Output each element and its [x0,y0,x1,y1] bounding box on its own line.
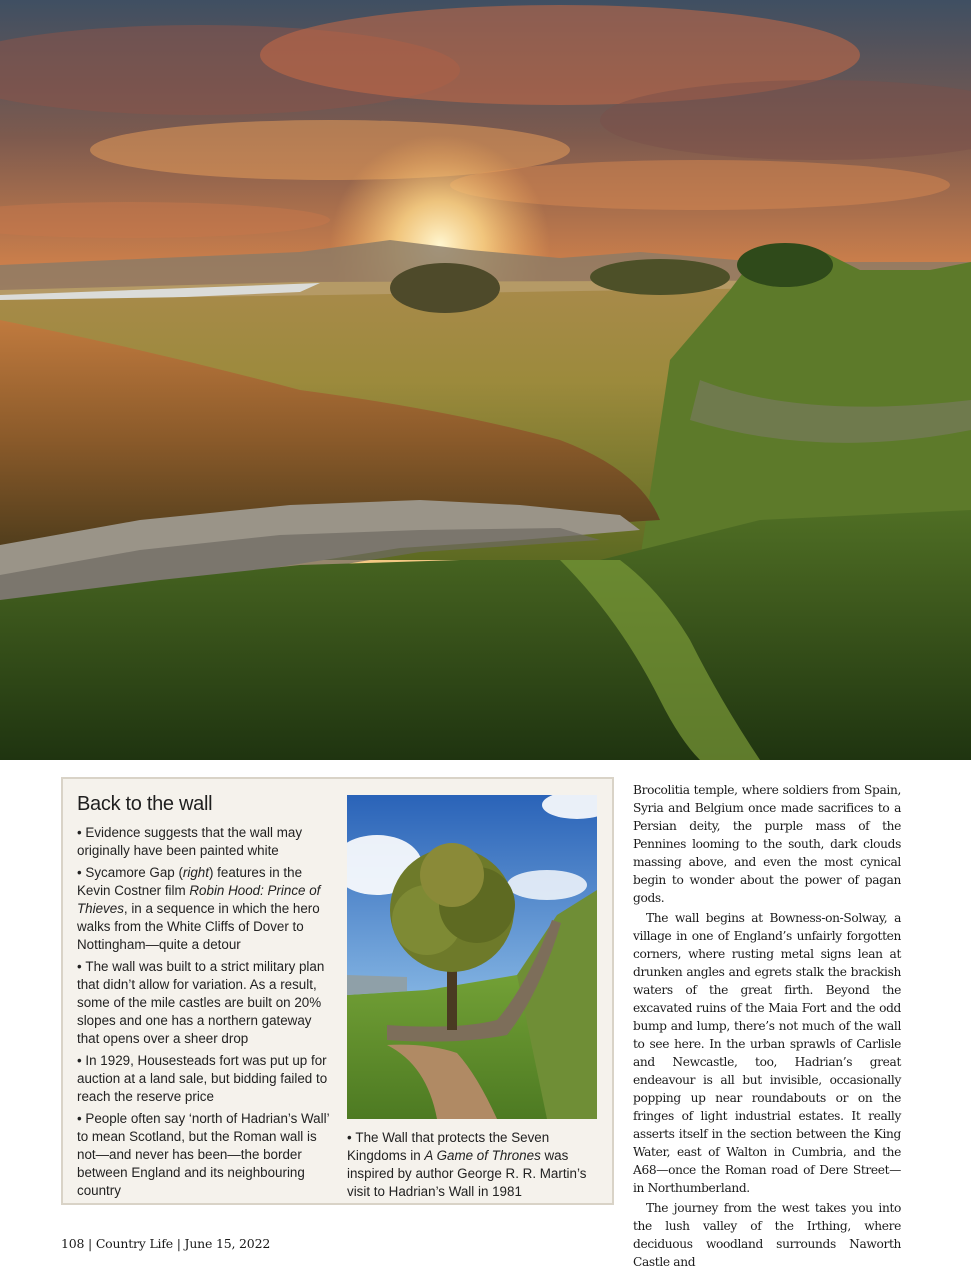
sidebar-title: Back to the wall [77,793,213,815]
article-paragraph: The wall begins at Bowness-on-Solway, a village in one of England’s unfairly forgotten corners, where rusting metal signs lean at drunken angles and egrets stalk the brackish waters of the great firth. Beyond the excavated ruins of the Maia Fort and the odd bump and lump, there’s not much of the wall to see here. In the urban sprawls of Carlisle and Newcastle, too, Hadrian’s great endeavour is all but invisible, occasionally popping up near roundabouts or on the fringes of light industrial estates. It really asserts itself in the section between the King Water, east of Walton in Cumbria, and the A68—once the Roman road of Dere Street—in Northumberland. [633,911,901,1195]
photo-caption: • The Wall that protects the Seven Kingdoms in A Game of Thrones was inspired by author George R. R. Martin’s visit to Hadrian’s Wall in 1981 [347,1129,599,1201]
sycamore-gap-photo [347,795,597,1119]
sidebar-box [61,777,614,1205]
fact-item: • In 1929, Housesteads fort was put up for auction at a land sale, but bidding failed to reach the reserve price [77,1052,332,1106]
fact-item: • Sycamore Gap (right) features in the Kevin Costner film Robin Hood: Prince of Thieves, in a sequence in which the hero walks from the White Cliffs of Dover to Nottingham—quite a detour [77,864,332,954]
article-paragraph: Brocolitia temple, where soldiers from Spain, Syria and Belgium once made sacrifices to a Persian deity, the purple mass of the Pennines looming to the south, dark clouds massing above, and even the most cynical begin to wonder about the power of pagan gods. [633,783,901,905]
article-paragraph: The journey from the west takes you into the lush valley of the Irthing, where deciduous woodland surrounds Naworth Castle and [633,1201,901,1269]
fact-item: • People often say ‘north of Hadrian’s Wall’ to mean Scotland, but the Roman wall is not—and never has been—the border between England and its neighbouring country [77,1110,332,1200]
fact-item: • Evidence suggests that the wall may originally have been painted white [77,824,332,860]
page-folio: 108 | Country Life | June 15, 2022 [61,1236,271,1251]
fact-item: • The wall was built to a strict military plan that didn’t allow for variation. As a result, some of the mile castles are built on 20% slopes and one has a northern gateway that opens over a sheer drop [77,958,332,1048]
facts-list [77,824,332,1204]
article-column [633,781,901,1271]
